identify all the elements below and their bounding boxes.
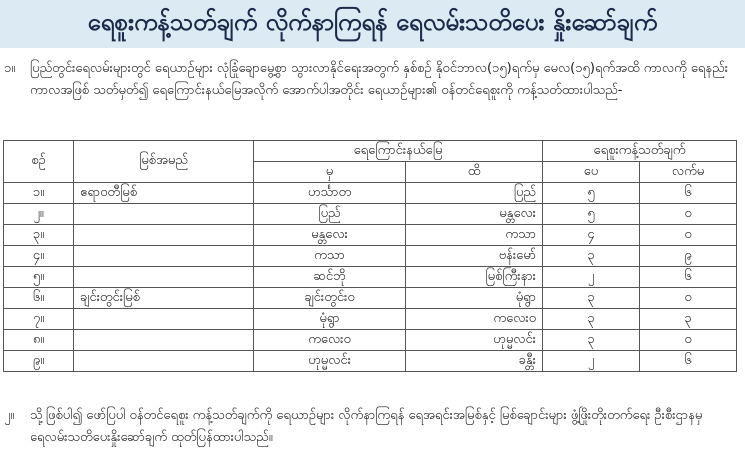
cell-inches: ၀ (640, 225, 737, 246)
table-row (4, 267, 737, 288)
cell-to: မုံရွာ (406, 288, 543, 309)
cell-from: ပြည် (254, 204, 406, 225)
header-inches: လက်မ (640, 162, 737, 183)
cell-from: ချင်းတွင်းဝ (254, 288, 406, 309)
cell-no: ၂။ (4, 204, 74, 225)
cell-inches: ၀ (640, 288, 737, 309)
cell-no: ၄။ (4, 246, 74, 267)
cell-from: မန္တလေး (254, 225, 406, 246)
cell-feet: ၃ (543, 246, 640, 267)
cell-river (74, 225, 254, 246)
closing-paragraph (4, 405, 735, 449)
cell-river: ချင်းတွင်းမြစ် (74, 288, 254, 309)
table-row (4, 288, 737, 309)
cell-inches: ၃ (640, 309, 737, 330)
cell-no: ၅။ (4, 267, 74, 288)
cell-no: ၃။ (4, 225, 74, 246)
cell-to: ပြည် (406, 183, 543, 204)
cell-river (74, 309, 254, 330)
cell-inches: ၆ (640, 267, 737, 288)
cell-inches: ၀ (640, 330, 737, 351)
table-row (4, 225, 737, 246)
cell-from: ကသာ (254, 246, 406, 267)
paragraph-number: ၁။ (4, 61, 16, 76)
cell-feet: ၃ (543, 309, 640, 330)
cell-feet: ၃ (543, 288, 640, 309)
table-row (4, 204, 737, 225)
cell-to: ကလေးဝ (406, 309, 543, 330)
cell-to: ဗန်းမော် (406, 246, 543, 267)
cell-from: ဆင်ဘို (254, 267, 406, 288)
cell-from: မုံရွာ (254, 309, 406, 330)
cell-feet: ၃ (543, 330, 640, 351)
table-row (4, 351, 737, 372)
cell-inches: ၉ (640, 246, 737, 267)
cell-to: ဟုမ္မလင်း (406, 330, 543, 351)
table-row (4, 309, 737, 330)
cell-to: ခန္တီး (406, 351, 543, 372)
cell-no: ၁။ (4, 183, 74, 204)
cell-from: ဟင်္သာတ (254, 183, 406, 204)
paragraph-text: သို့ဖြစ်ပါ၍ ဖော်ပြပါ ဝန်တင်ရေစူး ကန့်သတ်ချက်ကို ရေယာဉ်များ လိုက်နာကြရန် ရေအရင်းအမြစ်နှင့် မြစ်ချောင်းများ ဖွံ့ဖြိုးတိုးတက်ရေး ဦးစီးဌာနမှ ရေလမ်းသတိပေးနှိုးဆော်ချက် ထုတ်ပြန်ထားပါသည်။ (30, 408, 703, 445)
cell-feet: ၄ (543, 225, 640, 246)
cell-river (74, 330, 254, 351)
cell-feet: ၂ (543, 351, 640, 372)
header-feet: ပေ (543, 162, 640, 183)
header-area: ရေကြောင်းနယ်မြေ (254, 141, 543, 162)
table-row (4, 183, 737, 204)
cell-inches: ၆ (640, 351, 737, 372)
cell-from: ဟုမ္မလင်း (254, 351, 406, 372)
cell-no: ၈။ (4, 330, 74, 351)
cell-inches: ၀ (640, 204, 737, 225)
cell-river (74, 351, 254, 372)
cell-no: ၆။ (4, 288, 74, 309)
cell-from: ကလေးဝ (254, 330, 406, 351)
cell-river (74, 246, 254, 267)
header-to: ထိ (406, 162, 543, 183)
cell-to: မန္တလေး (406, 204, 543, 225)
cell-feet: ၅ (543, 183, 640, 204)
draft-limit-table (3, 140, 737, 372)
table-row (4, 330, 737, 351)
cell-inches: ၆ (640, 183, 737, 204)
table-row (4, 246, 737, 267)
intro-paragraph (4, 58, 735, 102)
cell-river (74, 267, 254, 288)
header-from: မှ (254, 162, 406, 183)
page-title: ရေစူးကန့်သတ်ချက် လိုက်နာကြရန် ရေလမ်းသတိပေး နှိုးဆော်ချက် (87, 8, 658, 36)
paragraph-number: ၂။ (4, 408, 15, 423)
cell-feet: ၂ (543, 267, 640, 288)
cell-to: ကသာ (406, 225, 543, 246)
cell-river: ဧရာဝတီမြစ် (74, 183, 254, 204)
header-river: မြစ်အမည် (74, 141, 254, 183)
cell-river (74, 204, 254, 225)
cell-to: မြစ်ကြီးနား (406, 267, 543, 288)
cell-feet: ၅ (543, 204, 640, 225)
cell-no: ၉။ (4, 351, 74, 372)
paragraph-text: ပြည်တွင်းရေလမ်းများတွင် ရေယာဉ်များ လုံခြုံချောမွေ့စွာ သွားလာနိုင်ရေးအတွက် နှစ်စဉ် နိုဝင်ဘာလ(၁၅)ရက်မှ မေလ(၁၅)ရက်အထိ ကာလကို ရေနည်းကာလအဖြစ် သတ်မှတ်၍ ရေကြောင်းနယ်မြေအလိုက် အောက်ပါအတိုင်း ရေယာဉ်များ၏ ဝန်တင်ရေစူးကို ကန့်သတ်ထားပါသည်- (30, 61, 728, 98)
cell-no: ၇။ (4, 309, 74, 330)
header-no: စဉ် (4, 141, 74, 183)
title-banner (0, 0, 745, 48)
header-draft: ရေစူးကန့်သတ်ချက် (543, 141, 737, 162)
